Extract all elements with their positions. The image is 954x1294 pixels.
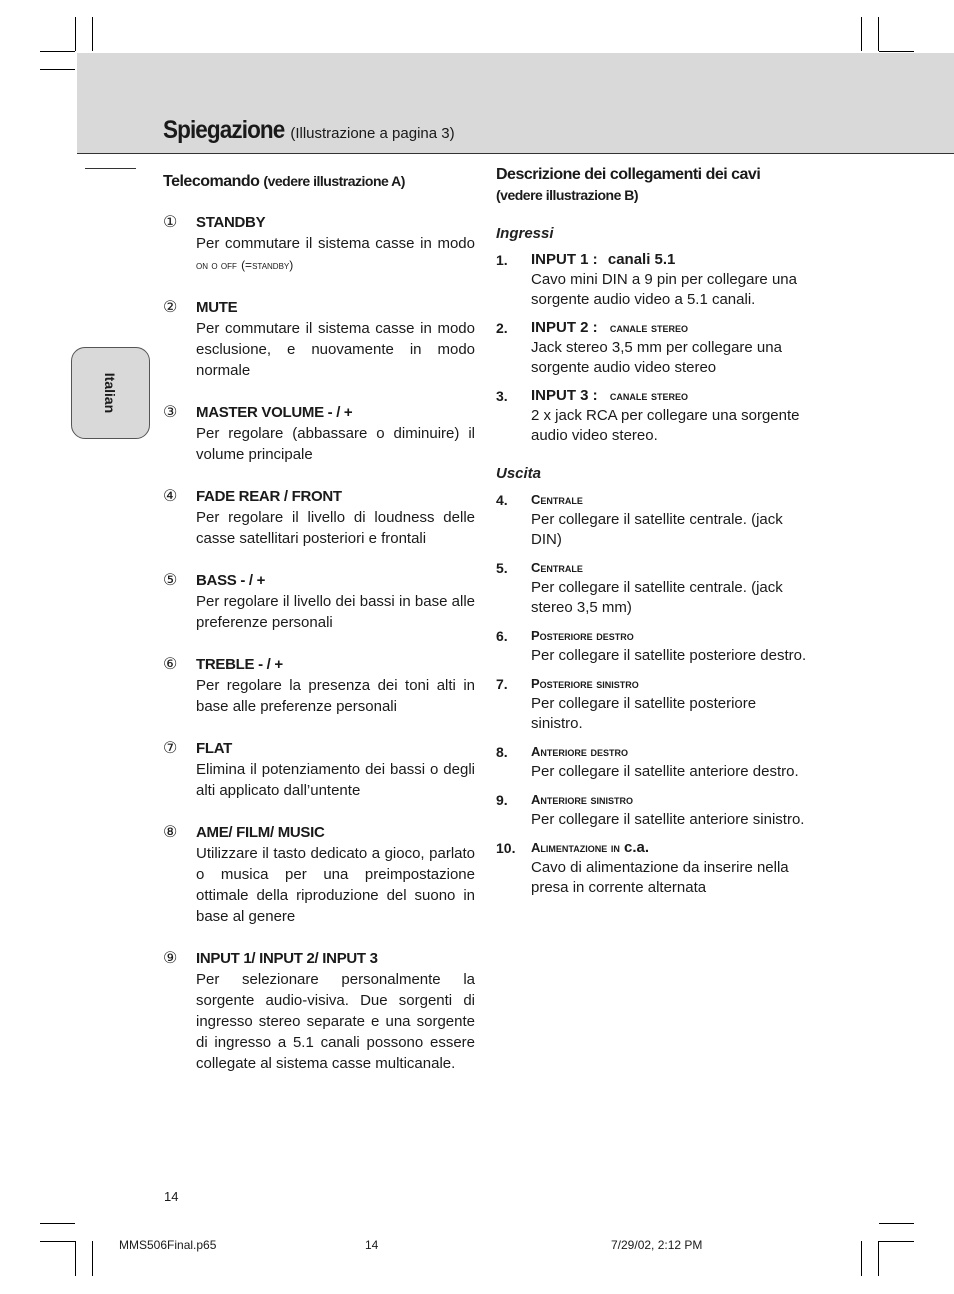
item-description: Per collegare il satellite centrale. (jack DIN) [531, 511, 783, 548]
list-item [496, 838, 808, 898]
list-item [163, 738, 475, 801]
item-number: 10. [496, 840, 516, 856]
item-description: Jack stereo 3,5 mm per collegare una sorgente audio video stereo [531, 339, 782, 376]
item-title-text: INPUT 3 : [531, 387, 598, 404]
connections-heading [496, 164, 808, 206]
crop-mark [40, 51, 75, 52]
connections-heading-text: Descrizione dei collegamenti dei cavi [496, 166, 761, 183]
crop-mark [861, 17, 862, 51]
item-description: Per commutare il sistema casse in modo esclusione, e nuovamente in modo normale [196, 320, 475, 379]
item-description: Cavo di alimentazione da inserire nella presa in corrente alternata [531, 859, 789, 896]
item-title-text: INPUT 2 : [531, 319, 598, 336]
page-title [163, 116, 455, 145]
item-description: Cavo mini DIN a 9 pin per collegare una sorgente audio video a 5.1 canali. [531, 271, 797, 308]
item-title-extra: canali 5.1 [607, 251, 676, 268]
item-title: MUTE [196, 299, 238, 316]
title-main: Spiegazione [163, 116, 285, 144]
list-item [496, 558, 808, 618]
title-subtitle: (Illustrazione a pagina 3) [290, 125, 455, 142]
item-title: Centrale [531, 492, 583, 507]
item-title: AME/ FILM/ MUSIC [196, 824, 325, 841]
list-item [496, 386, 808, 446]
list-item [496, 490, 808, 550]
crop-mark [878, 1241, 879, 1276]
list-item [163, 654, 475, 717]
item-description: Per collegare il satellite posteriore sinistro. [531, 695, 757, 732]
item-description-text: Per commutare il sistema casse in modo [196, 235, 475, 252]
item-description: Per regolare la presenza dei toni alti in base alle preferenze personali [196, 677, 475, 715]
list-item [496, 790, 808, 830]
item-number: ④ [163, 488, 178, 505]
item-number: 3. [496, 388, 508, 404]
crop-mark [40, 1241, 75, 1242]
list-item [496, 250, 808, 310]
list-item [163, 402, 475, 465]
item-title-extra: canale stereo [609, 320, 688, 335]
item-description [196, 233, 475, 276]
crop-mark [861, 1241, 862, 1276]
crop-mark [75, 1241, 76, 1276]
item-title: MASTER VOLUME - / + [196, 404, 353, 421]
item-title [531, 250, 808, 270]
item-title: INPUT 1/ INPUT 2/ INPUT 3 [196, 950, 378, 967]
cable-connections-section [496, 164, 808, 898]
list-item [163, 948, 475, 1074]
remote-heading [163, 170, 475, 193]
item-title: Posteriore sinistro [531, 676, 639, 691]
remote-heading-text: Telecomando [163, 173, 260, 190]
item-number: ⑧ [163, 824, 178, 841]
item-number: 4. [496, 492, 508, 508]
item-description: Per collegare il satellite anteriore destro. [531, 763, 799, 780]
item-description: 2 x jack RCA per collegare una sorgente audio video stereo. [531, 407, 800, 444]
item-number: ③ [163, 404, 178, 421]
item-description: Per regolare il livello di loudness delle casse satellitari posteriori e frontali [196, 509, 475, 547]
item-description: Per selezionare personalmente la sorgente audio-visiva. Due sorgenti di ingresso stereo separate e una sorgente di ingresso a 5.1 canali possono essere collegate al sistema casse multicanale. [196, 971, 475, 1072]
item-description-mode: on o off [196, 258, 237, 272]
footer-page: 14 [365, 1238, 379, 1252]
item-description: Per collegare il satellite anteriore sinistro. [531, 811, 805, 828]
inputs-label: Ingressi [496, 225, 554, 242]
list-item [163, 822, 475, 927]
crop-mark [92, 1241, 93, 1276]
list-item [496, 742, 808, 782]
item-description: Per regolare (abbassare o diminuire) il volume principale [196, 425, 475, 463]
item-number: ⑤ [163, 572, 178, 589]
crop-mark [40, 1223, 75, 1224]
item-number: 9. [496, 792, 508, 808]
item-number: 1. [496, 252, 508, 268]
item-title: STANDBY [196, 214, 266, 231]
item-description: Per collegare il satellite posteriore destro. [531, 647, 807, 664]
item-number: ① [163, 214, 178, 231]
crop-mark [40, 69, 75, 70]
header-divider [77, 153, 954, 154]
item-title: TREBLE - / + [196, 656, 283, 673]
list-item [496, 626, 808, 666]
language-tab-label: Italian [102, 372, 118, 414]
remote-control-section [163, 168, 475, 1074]
item-title-extra: c.a. [624, 839, 650, 856]
item-title-text: Alimentazione in [531, 840, 620, 855]
footer-timestamp: 7/29/02, 2:12 PM [611, 1238, 703, 1252]
item-number: ⑥ [163, 656, 178, 673]
item-title: Anteriore sinistro [531, 792, 634, 807]
item-description-standby: (=standby) [241, 258, 294, 272]
page-number: 14 [164, 1189, 179, 1204]
crop-mark [879, 1241, 914, 1242]
crop-mark [75, 17, 76, 51]
outputs-label: Uscita [496, 465, 542, 482]
item-description: Per collegare il satellite centrale. (jack stereo 3,5 mm) [531, 579, 783, 616]
item-title [531, 318, 808, 338]
item-number: ② [163, 299, 178, 316]
crop-mark [92, 17, 93, 51]
list-item [163, 570, 475, 633]
margin-divider [85, 168, 136, 169]
item-number: 8. [496, 744, 508, 760]
item-title-extra: canale stereo [609, 388, 688, 403]
item-title-text: INPUT 1 : [531, 251, 598, 268]
item-description: Utilizzare il tasto dedicato a gioco, parlato o musica per una preimpostazione ottimale della riproduzione del suono in base al genere [196, 845, 475, 925]
crop-mark [879, 51, 914, 52]
list-item [163, 297, 475, 381]
crop-mark [878, 17, 879, 51]
list-item [496, 318, 808, 378]
item-title [531, 838, 808, 858]
list-item [496, 674, 808, 734]
item-title: Posteriore destro [531, 628, 634, 643]
item-title: FLAT [196, 740, 233, 757]
item-number: 2. [496, 320, 508, 336]
item-number: ⑦ [163, 740, 178, 757]
item-title: BASS - / + [196, 572, 266, 589]
item-number: 5. [496, 560, 508, 576]
item-title: Centrale [531, 560, 583, 575]
item-title: Anteriore destro [531, 744, 629, 759]
crop-mark [879, 1223, 914, 1224]
item-number: ⑨ [163, 950, 178, 967]
language-tab [71, 347, 150, 439]
item-title [531, 386, 808, 406]
connections-heading-note: (vedere illustrazione B) [496, 187, 639, 203]
item-description: Per regolare il livello dei bassi in base alle preferenze personali [196, 593, 475, 631]
list-item [163, 212, 475, 276]
footer-file-name: MMS506Final.p65 [119, 1238, 217, 1252]
remote-heading-note: (vedere illustrazione A) [263, 173, 405, 189]
item-description: Elimina il potenziamento dei bassi o degli alti applicato dall’untente [196, 761, 475, 799]
list-item [163, 486, 475, 549]
item-number: 7. [496, 676, 508, 692]
item-number: 6. [496, 628, 508, 644]
item-title: FADE REAR / FRONT [196, 488, 342, 505]
